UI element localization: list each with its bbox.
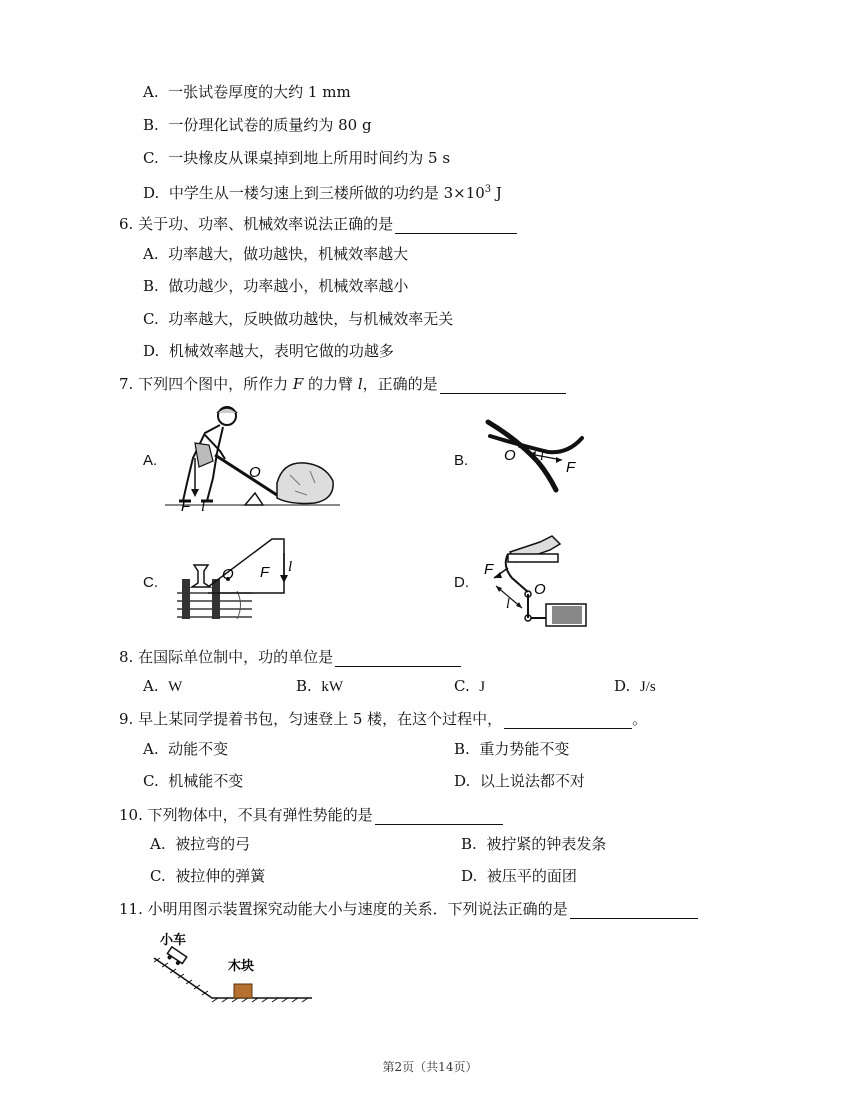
- q6-option-b: [143, 276, 408, 296]
- unit: J: [491, 184, 502, 202]
- option-letter: B.: [296, 677, 312, 695]
- option-letter: A.: [150, 835, 166, 853]
- q6-option-d: [143, 341, 394, 361]
- q8-option-a: [143, 676, 182, 697]
- question-9-stem: [119, 709, 647, 729]
- q8-option-b: [296, 676, 343, 697]
- answer-blank[interactable]: [395, 218, 517, 234]
- option-text: 重力势能不变: [479, 740, 570, 758]
- option-text: 被拉伸的弹簧: [175, 867, 266, 885]
- q9-option-b: [454, 739, 569, 759]
- question-text: 的力臂: [303, 375, 358, 393]
- option-letter: B.: [143, 116, 159, 134]
- option-letter: C.: [143, 149, 159, 167]
- option-text: 功率越大，反映做功越快，与机械效率无关: [168, 310, 454, 328]
- q8-option-c: [454, 676, 485, 697]
- q6-option-a: [143, 244, 408, 264]
- question-text: 。: [632, 710, 648, 728]
- option-letter: D.: [143, 342, 160, 360]
- question-text: 9. 早上某同学提着书包，匀速登上 5 楼，在这个过程中，: [119, 710, 503, 728]
- q5-option-d: [143, 180, 502, 203]
- option-letter: B.: [143, 277, 159, 295]
- option-text: 动能不变: [168, 740, 229, 758]
- option-letter: D.: [143, 184, 160, 202]
- label-o: O: [504, 447, 516, 464]
- question-text: 8. 在国际单位制中，功的单位是: [119, 648, 334, 666]
- question-text: 7. 下列四个图中，所作力: [119, 375, 293, 393]
- q5-option-b: [143, 115, 372, 135]
- option-text: 被拧紧的钟表发条: [486, 835, 607, 853]
- q9-option-d: [454, 771, 585, 791]
- q10-option-b: [461, 834, 606, 854]
- q5-option-a: [143, 82, 351, 102]
- option-text: kW: [321, 679, 344, 695]
- variable-f: F: [292, 375, 304, 393]
- option-letter: D.: [454, 772, 471, 790]
- question-7-stem: [119, 374, 566, 394]
- answer-blank[interactable]: [570, 903, 698, 919]
- question-text: 11. 小明用图示装置探究动能大小与速度的关系．下列说法正确的是: [119, 900, 568, 918]
- option-text: J: [479, 679, 486, 695]
- option-text: 被拉弯的弓: [175, 835, 251, 853]
- label-l: l: [506, 597, 510, 612]
- option-text: W: [168, 679, 183, 695]
- label-cart: 小车: [160, 933, 187, 948]
- figure-c-crowbar-lever: [172, 535, 302, 630]
- label-f: F: [260, 564, 270, 581]
- label-o: O: [222, 566, 234, 583]
- q10-option-c: [150, 866, 265, 886]
- option-text: 中学生从一楼匀速上到三楼所做的功约是 3×10: [168, 184, 485, 202]
- option-letter: D.: [461, 867, 478, 885]
- figure-q11-ramp-apparatus: [150, 928, 320, 1008]
- option-text: 机械能不变: [168, 772, 244, 790]
- label-l: l: [201, 499, 206, 513]
- option-letter: B.: [454, 740, 470, 758]
- question-10-stem: [119, 805, 503, 825]
- figure-d-letter: D.: [454, 574, 469, 591]
- exponent: 3: [484, 184, 492, 195]
- option-letter: C.: [454, 677, 470, 695]
- option-letter: C.: [143, 772, 159, 790]
- q5-option-c: [143, 148, 450, 168]
- q8-option-d: [614, 676, 656, 697]
- label-l: l: [288, 559, 293, 575]
- q6-option-c: [143, 309, 453, 329]
- option-text: 功率越大，做功越快，机械效率越大: [168, 245, 409, 263]
- option-text: J/s: [639, 679, 656, 695]
- label-l: l: [540, 449, 544, 464]
- label-f: F: [181, 498, 191, 513]
- label-block: 木块: [228, 959, 255, 974]
- answer-blank[interactable]: [375, 809, 503, 825]
- question-text: 6. 关于功、功率、机械效率说法正确的是: [119, 215, 394, 233]
- option-letter: C.: [150, 867, 166, 885]
- figure-d-pedal-lever: [480, 532, 595, 632]
- option-letter: A.: [143, 740, 159, 758]
- question-11-stem: [119, 899, 698, 919]
- answer-blank[interactable]: [440, 378, 566, 394]
- option-text: 一张试卷厚度的大约 1 mm: [168, 83, 351, 101]
- question-8-stem: [119, 647, 461, 667]
- option-letter: B.: [461, 835, 477, 853]
- figure-a-letter: A.: [143, 452, 158, 469]
- q9-option-c: [143, 771, 243, 791]
- option-letter: A.: [143, 677, 159, 695]
- option-text: 机械效率越大，表明它做的功越多: [168, 342, 394, 360]
- q10-option-d: [461, 866, 577, 886]
- option-text: 一份理化试卷的质量约为 80 g: [168, 116, 372, 134]
- option-text: 做功越少，功率越小，机械效率越小: [168, 277, 409, 295]
- figure-a-shovel-lever: [165, 403, 340, 513]
- variable-l: l: [357, 375, 363, 393]
- option-letter: A.: [143, 245, 159, 263]
- option-letter: A.: [143, 83, 159, 101]
- option-text: 一块橡皮从课桌掉到地上所用时间约为 5 s: [168, 149, 451, 167]
- option-letter: C.: [143, 310, 159, 328]
- label-f: F: [566, 459, 576, 476]
- answer-blank[interactable]: [504, 713, 632, 729]
- option-text: 被压平的面团: [486, 867, 577, 885]
- option-text: 以上说法都不对: [479, 772, 585, 790]
- q9-option-a: [143, 739, 228, 759]
- question-text: 10. 下列物体中，不具有弹性势能的是: [119, 806, 373, 824]
- answer-blank[interactable]: [335, 651, 461, 667]
- figure-c-letter: C.: [143, 574, 158, 591]
- option-letter: D.: [614, 677, 631, 695]
- question-text: ，正确的是: [362, 375, 438, 393]
- page-footer: 第2页（共14页）: [382, 1060, 478, 1074]
- question-6-stem: [119, 214, 517, 234]
- label-o: O: [249, 464, 261, 481]
- figure-b-scissors-lever: [478, 412, 588, 497]
- figure-b-letter: B.: [454, 452, 469, 469]
- label-o: O: [534, 581, 546, 598]
- q10-option-a: [150, 834, 250, 854]
- label-f: F: [484, 561, 494, 578]
